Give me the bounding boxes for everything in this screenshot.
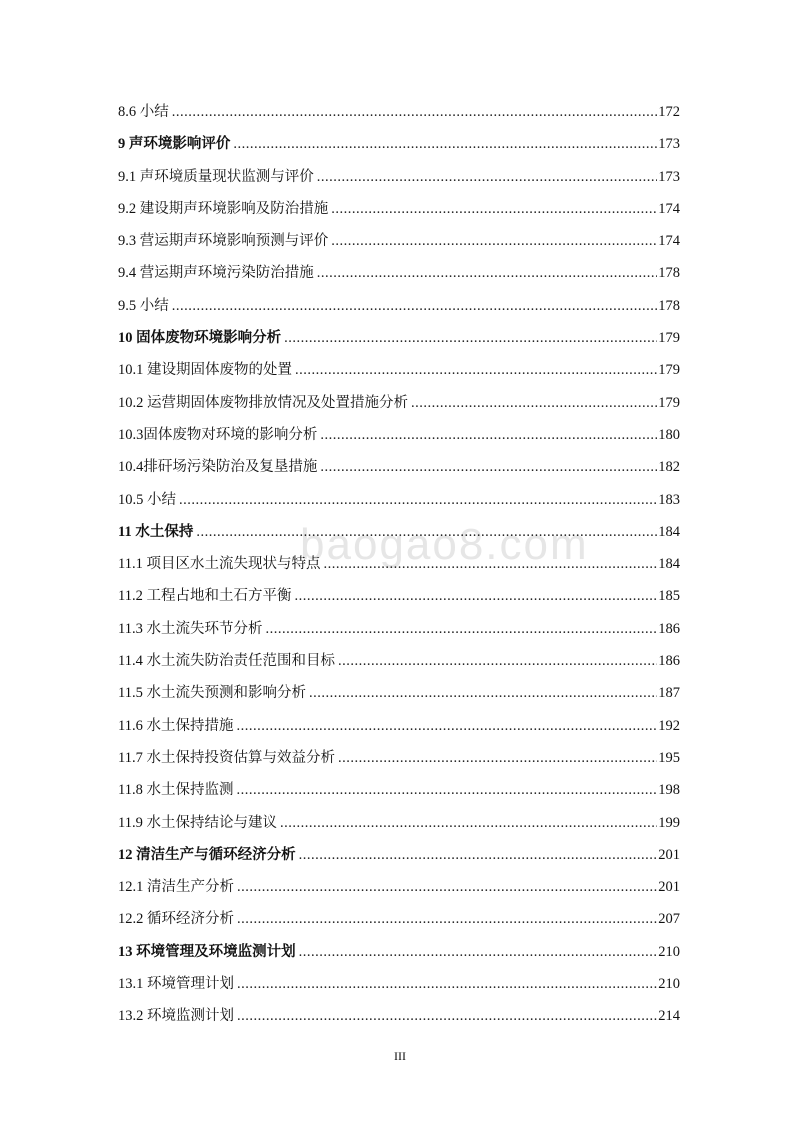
toc-entry-page: 173 <box>658 136 680 153</box>
toc-entry-page: 179 <box>658 362 680 379</box>
toc-entry-title: 9.1 声环境质量现状监测与评价 <box>118 168 314 185</box>
toc-entry-title: 10 固体废物环境影响分析 <box>118 330 282 347</box>
toc-entry-page: 210 <box>658 943 680 960</box>
toc-entry-title: 10.2 运营期固体废物排放情况及处置措施分析 <box>118 394 408 411</box>
toc-entry[interactable] <box>118 649 680 681</box>
toc-entry-page: 192 <box>658 717 680 734</box>
toc-leader-dots <box>317 169 658 186</box>
toc-entry-title: 11.8 水土保持监测 <box>118 782 234 799</box>
toc-entry[interactable] <box>118 423 680 455</box>
toc-entry[interactable] <box>118 843 680 875</box>
toc-entry-title: 9.2 建设期声环境影响及防治措施 <box>118 200 329 217</box>
toc-entry-page: 198 <box>658 782 680 799</box>
toc-entry[interactable] <box>118 811 680 843</box>
page-number: III <box>394 1049 406 1063</box>
toc-entry-title: 9.5 小结 <box>118 297 169 314</box>
toc-entry[interactable] <box>118 778 680 810</box>
toc-entry[interactable] <box>118 520 680 552</box>
toc-leader-dots <box>233 136 657 153</box>
table-of-contents <box>118 100 680 1037</box>
toc-entry-title: 12.1 清洁生产分析 <box>118 879 234 896</box>
toc-entry[interactable] <box>118 326 680 358</box>
toc-leader-dots <box>172 104 658 121</box>
toc-leader-dots <box>196 524 657 541</box>
toc-entry-title: 11.1 项目区水土流失现状与特点 <box>118 556 321 573</box>
toc-entry-title: 11.7 水土保持投资估算与效益分析 <box>118 749 335 766</box>
toc-leader-dots <box>309 685 657 702</box>
toc-entry[interactable] <box>118 875 680 907</box>
toc-leader-dots <box>338 750 657 767</box>
toc-entry-title: 11.9 水土保持结论与建议 <box>118 814 277 831</box>
toc-entry-title: 13.2 环境监测计划 <box>118 1008 234 1025</box>
toc-entry[interactable] <box>118 714 680 746</box>
toc-leader-dots <box>294 588 657 605</box>
toc-leader-dots <box>338 653 657 670</box>
toc-entry-page: 199 <box>658 814 680 831</box>
toc-leader-dots <box>317 265 658 282</box>
toc-leader-dots <box>265 621 657 638</box>
toc-entry[interactable] <box>118 165 680 197</box>
toc-entry-page: 174 <box>658 200 680 217</box>
toc-entry[interactable] <box>118 1004 680 1036</box>
toc-leader-dots <box>299 847 658 864</box>
toc-entry[interactable] <box>118 261 680 293</box>
toc-entry-page: 207 <box>658 911 680 928</box>
toc-entry-page: 214 <box>658 1008 680 1025</box>
toc-entry[interactable] <box>118 229 680 261</box>
toc-leader-dots <box>323 556 657 573</box>
toc-entry[interactable] <box>118 584 680 616</box>
toc-entry-page: 185 <box>658 588 680 605</box>
toc-leader-dots <box>411 395 657 412</box>
toc-entry-page: 195 <box>658 749 680 766</box>
toc-entry-title: 11.5 水土流失预测和影响分析 <box>118 685 306 702</box>
toc-entry-title: 9 声环境影响评价 <box>118 136 231 153</box>
toc-entry-title: 9.4 营运期声环境污染防治措施 <box>118 265 314 282</box>
toc-entry-page: 173 <box>658 168 680 185</box>
toc-entry[interactable] <box>118 746 680 778</box>
toc-leader-dots <box>299 944 658 961</box>
toc-entry-title: 10.1 建设期固体废物的处置 <box>118 362 292 379</box>
toc-entry-title: 13 环境管理及环境监测计划 <box>118 943 296 960</box>
toc-leader-dots <box>172 298 658 315</box>
toc-leader-dots <box>236 782 657 799</box>
toc-entry-page: 184 <box>658 556 680 573</box>
toc-entry-title: 10.3固体废物对环境的影响分析 <box>118 426 318 443</box>
toc-leader-dots <box>237 1008 657 1025</box>
toc-leader-dots <box>236 718 657 735</box>
toc-entry[interactable] <box>118 907 680 939</box>
toc-entry-title: 11.2 工程占地和土石方平衡 <box>118 588 292 605</box>
toc-entry[interactable] <box>118 197 680 229</box>
toc-entry[interactable] <box>118 358 680 390</box>
toc-leader-dots <box>320 459 657 476</box>
toc-leader-dots <box>295 362 657 379</box>
toc-leader-dots <box>237 911 657 928</box>
toc-leader-dots <box>280 815 657 832</box>
toc-entry[interactable] <box>118 681 680 713</box>
toc-entry-title: 10.4排矸场污染防治及复垦措施 <box>118 459 318 476</box>
toc-entry[interactable] <box>118 972 680 1004</box>
toc-leader-dots <box>331 233 657 250</box>
toc-entry[interactable] <box>118 294 680 326</box>
toc-entry-page: 178 <box>658 297 680 314</box>
toc-entry-page: 178 <box>658 265 680 282</box>
toc-entry-page: 179 <box>658 394 680 411</box>
toc-entry-title: 11.4 水土流失防治责任范围和目标 <box>118 653 335 670</box>
toc-entry-page: 174 <box>658 233 680 250</box>
toc-entry-page: 183 <box>658 491 680 508</box>
toc-leader-dots <box>237 879 657 896</box>
toc-entry-title: 11.3 水土流失环节分析 <box>118 620 263 637</box>
toc-entry-page: 182 <box>658 459 680 476</box>
toc-entry-page: 184 <box>658 523 680 540</box>
toc-entry[interactable] <box>118 488 680 520</box>
toc-entry-title: 9.3 营运期声环境影响预测与评价 <box>118 233 329 250</box>
watermark: baogao8.com <box>300 520 589 569</box>
toc-entry-page: 186 <box>658 653 680 670</box>
toc-entry-page: 187 <box>658 685 680 702</box>
toc-entry-page: 180 <box>658 426 680 443</box>
toc-entry[interactable] <box>118 391 680 423</box>
toc-entry[interactable] <box>118 132 680 164</box>
toc-entry-page: 201 <box>658 879 680 896</box>
toc-entry-title: 11 水土保持 <box>118 523 194 540</box>
toc-entry[interactable] <box>118 455 680 487</box>
toc-entry-title: 10.5 小结 <box>118 491 176 508</box>
toc-entry[interactable] <box>118 100 680 132</box>
toc-entry-title: 12 清洁生产与循环经济分析 <box>118 846 296 863</box>
toc-leader-dots <box>284 330 657 347</box>
toc-entry-title: 13.1 环境管理计划 <box>118 976 234 993</box>
toc-entry[interactable] <box>118 940 680 972</box>
toc-entry-page: 172 <box>658 104 680 120</box>
toc-entry[interactable] <box>118 617 680 649</box>
toc-entry[interactable] <box>118 552 680 584</box>
toc-leader-dots <box>179 492 657 509</box>
toc-entry-page: 210 <box>658 976 680 993</box>
toc-entry-title: 12.2 循环经济分析 <box>118 911 234 928</box>
toc-entry-page: 201 <box>658 846 680 863</box>
toc-leader-dots <box>331 201 657 218</box>
toc-entry-page: 179 <box>658 330 680 347</box>
toc-entry-title: 11.6 水土保持措施 <box>118 717 234 734</box>
toc-entry-page: 186 <box>658 620 680 637</box>
toc-leader-dots <box>320 427 657 444</box>
toc-leader-dots <box>237 976 657 993</box>
toc-entry-title: 8.6 小结 <box>118 104 169 120</box>
